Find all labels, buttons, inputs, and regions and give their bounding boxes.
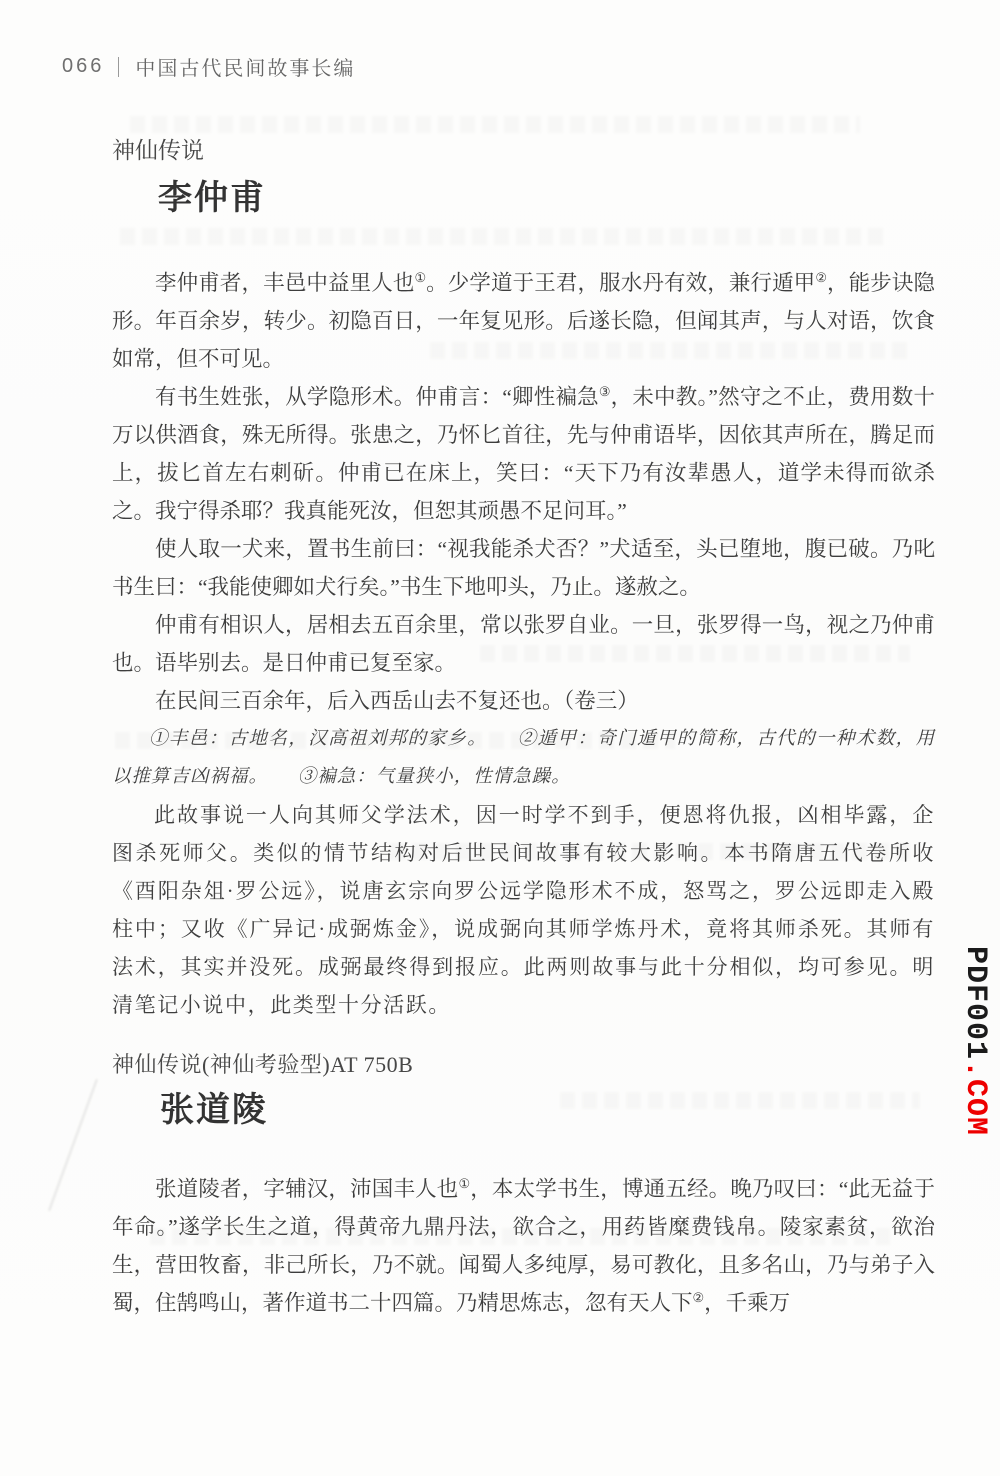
text-segment: 在民间三百余年，后入西岳山去不复还也。（卷三） [155,689,639,713]
text-segment: 李仲甫者，丰邑中益里人也 [155,271,415,295]
text-segment: ，千乘万 [704,1291,791,1315]
text-segment: ，本太学书生，博通五经。晚乃叹曰：“此无益于年命。”遂学长生之道，得黄帝九鼎丹法，欲合之，用药皆糜费钱帛。陵家素贫，欲治生，营田牧畜，非己所长，乃不就。闻蜀人多纯厚，易可教化，且多名山，乃与弟子入蜀，住鹄鸣山，著作道书二十四篇。乃精思炼志，忽有天人下 [112,1177,935,1315]
text-segment: ，能步诀隐形。年百余岁，转少。初隐百日，一年复见形。后遂长隐，但闻其声，与人对语，饮食如常，但不可见。 [112,271,935,371]
text-segment: 张道陵者，字辅汉，沛国丰人也 [155,1177,459,1201]
text-segment: 仲甫有相识人，居相去五百余里，常以张罗自业。一旦，张罗得一鸟，视之乃仲甫也。语毕别去。是日仲甫已复至家。 [112,613,935,675]
footnote-marker: ② [815,270,827,285]
page-number: 066 [62,55,105,77]
watermark-pdf001 [958,946,992,1136]
footnote-marker: ① [458,1176,471,1191]
watermark-tld-text: .COM [958,1060,992,1137]
section-label-genre: 神仙传说 [112,138,204,163]
footnotes: ①丰邑：古地名，汉高祖刘邦的家乡。 ②遁甲：奇门遁甲的简称，古代的一种术数，用以推算吉凶祸福。 ③褊急：气量狭小，性情急躁。 [112,729,935,787]
footnote-marker: ② [692,1290,705,1305]
text-segment: 。少学道于王君，服水丹有效，兼行遁甲 [426,271,816,295]
page-content [112,0,935,1322]
story-title-zhang-daoling: 张道陵 [160,1091,268,1129]
text-segment: ，未中教。”然守之不止，费用数十万以供酒食，殊无所得。张患之，乃怀匕首往，先与仲甫语毕，因依其声所在，腾足而上，拔匕首左右刺斫。仲甫已在床上，笑曰：“天下乃有汝辈愚人，道学未得而欲杀之。我宁得杀耶？我真能死汝，但恕其顽愚不足问耳。” [112,385,935,523]
story1-paragraph-2 [112,378,935,530]
book-title: 中国古代民间故事长编 [135,58,356,80]
story1-paragraph-4 [112,606,935,682]
story1-paragraph-1 [112,264,935,378]
story1-paragraph-3 [112,530,935,606]
story1-paragraph-5 [112,682,935,720]
text-segment: 使人取一犬来，置书生前曰：“视我能杀犬否？”犬适至，头已堕地，腹已破。乃叱书生曰：“我能使卿如犬行矣。”书生下地叩头，乃止。遂赦之。 [112,537,935,599]
watermark-domain-text: PDF001 [958,946,992,1061]
footnote-marker: ① [414,270,427,285]
section-label-type-at750b: 神仙传说(神仙考验型)AT 750B [112,1052,414,1077]
story-title-li-zhongfu: 李仲甫 [158,179,266,217]
story2-paragraph-1 [112,1170,935,1322]
footnote-marker: ③ [598,384,611,399]
scan-crease-artifact [48,1079,98,1211]
commentary-paragraph: 此故事说一人向其师父学法术，因一时学不到手，便恩将仇报，凶相毕露，企图杀死师父。类似的情节结构对后世民间故事有较大影响。本书隋唐五代卷所收《酉阳杂俎·罗公远》，说唐玄宗向罗公远学隐形术不成，怒骂之，罗公远即走入殿柱中；又收《广异记·成弼炼金》，说成弼向其师学炼丹术，竟将其师杀死。其师有法术，其实并没死。成弼最终得到报应。此两则故事与此十分相似，均可参见。明清笔记小说中，此类型十分活跃。 [112,803,935,1017]
text-segment: 有书生姓张，从学隐形术。仲甫言：“卿性褊急 [155,385,599,409]
